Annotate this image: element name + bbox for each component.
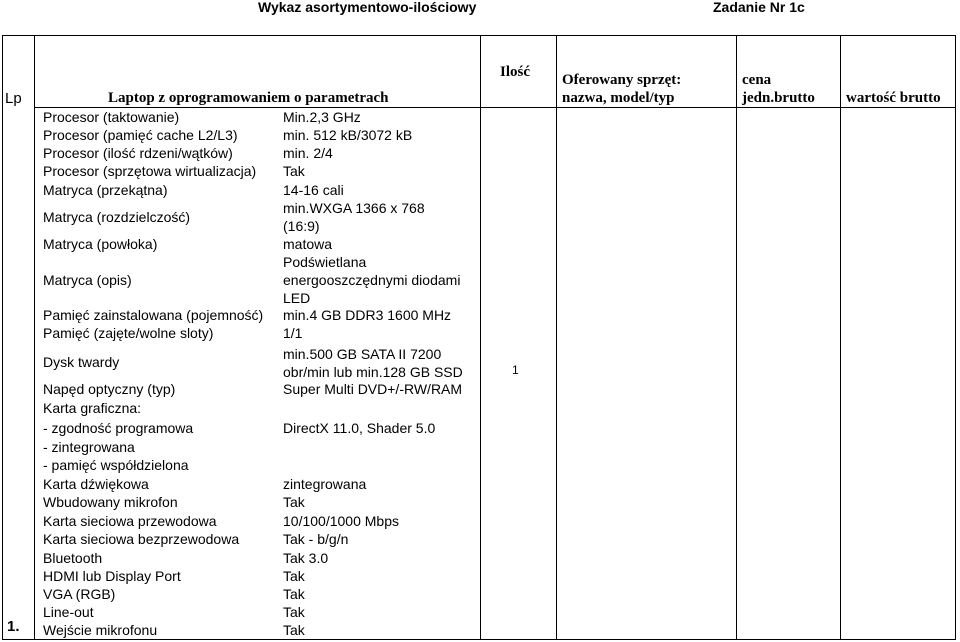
param-value: 1/1 bbox=[283, 325, 303, 341]
param-value-cont: LED bbox=[283, 290, 311, 306]
column-header-laptop: Laptop z oprogramowaniem o parametrach bbox=[108, 90, 389, 106]
column-divider bbox=[480, 36, 481, 639]
param-label: Karta dźwiękowa bbox=[43, 476, 149, 492]
column-divider bbox=[556, 36, 557, 639]
param-label: Matryca (przekątna) bbox=[43, 182, 168, 198]
param-value: Super Multi DVD+/-RW/RAM bbox=[283, 381, 463, 397]
param-label: - zgodność programowa bbox=[43, 420, 194, 436]
param-label: Karta graficzna: bbox=[43, 400, 142, 416]
column-header-oferowany-line2: nazwa, model/typ bbox=[562, 90, 675, 106]
param-label: - pamięć współdzielona bbox=[43, 457, 189, 473]
param-value: Tak bbox=[283, 494, 305, 510]
param-label: VGA (RGB) bbox=[43, 586, 116, 602]
task-number: Zadanie Nr 1c bbox=[713, 0, 805, 15]
param-label: Matryca (powłoka) bbox=[43, 236, 158, 252]
param-label: Bluetooth bbox=[43, 550, 103, 566]
column-divider bbox=[840, 36, 841, 639]
param-label: Line-out bbox=[43, 604, 94, 620]
param-label: Procesor (ilość rdzeni/wątków) bbox=[43, 145, 233, 161]
param-label: - zintegrowana bbox=[43, 439, 135, 455]
param-value: Tak bbox=[283, 568, 305, 584]
column-header-lp: Lp bbox=[5, 90, 22, 107]
param-value: zintegrowana bbox=[283, 476, 367, 492]
param-label: Matryca (rozdzielczość) bbox=[43, 209, 191, 225]
column-header-cena-line1: cena bbox=[742, 72, 772, 88]
param-value: Tak bbox=[283, 622, 305, 638]
param-value: min. 512 kB/3072 kB bbox=[283, 127, 413, 143]
param-label: Pamięć (zajęte/wolne sloty) bbox=[43, 325, 214, 341]
param-value: DirectX 11.0, Shader 5.0 bbox=[283, 420, 436, 436]
param-value: min.WXGA 1366 x 768 bbox=[283, 200, 425, 216]
column-header-oferowany-line1: Oferowany sprzęt: bbox=[562, 72, 682, 88]
param-label: Procesor (taktowanie) bbox=[43, 109, 180, 125]
param-value-cont: energooszczędnymi diodami bbox=[283, 272, 461, 288]
document-title: Wykaz asortymentowo-ilościowy bbox=[258, 0, 477, 15]
param-label: Matryca (opis) bbox=[43, 272, 132, 288]
param-label: Pamięć zainstalowana (pojemność) bbox=[43, 307, 264, 323]
param-value-cont: (16:9) bbox=[283, 218, 320, 234]
param-value-cont: obr/min lub min.128 GB SSD bbox=[283, 364, 463, 380]
param-label: Karta sieciowa przewodowa bbox=[43, 513, 217, 529]
param-label: Karta sieciowa bezprzewodowa bbox=[43, 531, 240, 547]
param-value: 10/100/1000 Mbps bbox=[283, 513, 399, 529]
param-value: min.4 GB DDR3 1600 MHz bbox=[283, 307, 452, 323]
param-label: Procesor (sprzętowa wirtualizacja) bbox=[43, 163, 257, 179]
param-value: Tak bbox=[283, 586, 305, 602]
param-value: Tak bbox=[283, 604, 305, 620]
quantity-value: 1 bbox=[512, 363, 519, 377]
param-value: 14-16 cali bbox=[283, 182, 344, 198]
param-label: Napęd optyczny (typ) bbox=[43, 381, 176, 397]
param-value: min.500 GB SATA II 7200 bbox=[283, 346, 442, 362]
param-value: matowa bbox=[283, 236, 333, 252]
row-number: 1. bbox=[7, 618, 20, 635]
column-header-ilosc: Ilość bbox=[500, 64, 530, 80]
param-value: Podświetlana bbox=[283, 254, 367, 270]
param-label: HDMI lub Display Port bbox=[43, 568, 181, 584]
param-label: Wbudowany mikrofon bbox=[43, 494, 178, 510]
param-value: Min.2,3 GHz bbox=[283, 109, 361, 125]
column-divider bbox=[34, 36, 35, 639]
param-label: Procesor (pamięć cache L2/L3) bbox=[43, 127, 238, 143]
param-value: min. 2/4 bbox=[283, 145, 333, 161]
param-value: Tak bbox=[283, 163, 305, 179]
param-label: Dysk twardy bbox=[43, 354, 120, 370]
header-divider bbox=[34, 107, 955, 108]
column-header-cena-line2: jedn.brutto bbox=[742, 90, 815, 106]
param-value: Tak - b/g/n bbox=[283, 531, 349, 547]
param-label: Wejście mikrofonu bbox=[43, 622, 158, 638]
column-header-wartosc: wartość brutto bbox=[846, 90, 941, 106]
column-divider bbox=[736, 36, 737, 639]
param-value: Tak 3.0 bbox=[283, 550, 329, 566]
